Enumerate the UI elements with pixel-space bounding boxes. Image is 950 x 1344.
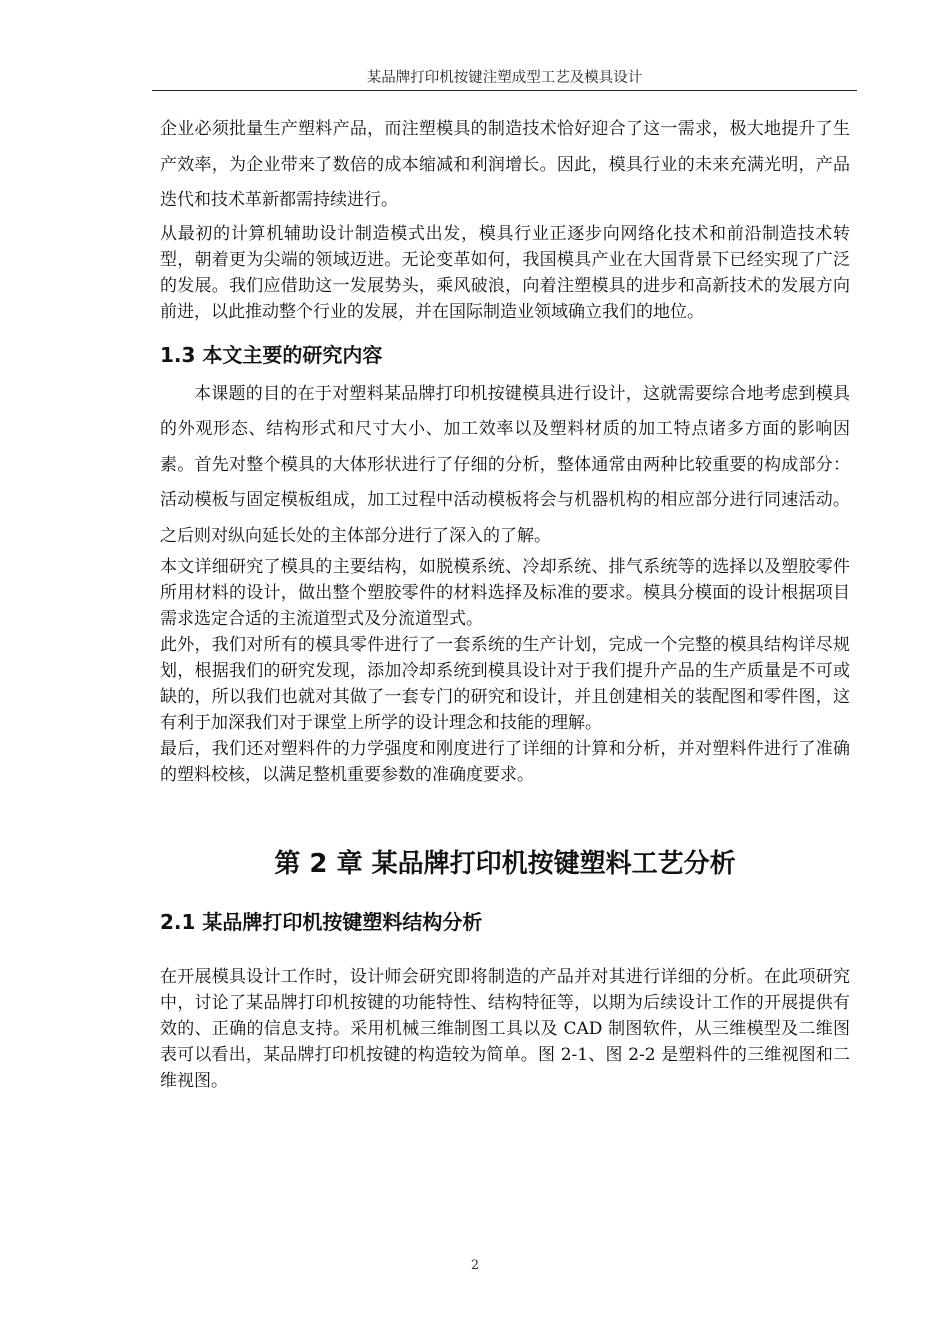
section-heading-2-1: 2.1 某品牌打印机按键塑料结构分析 xyxy=(160,910,483,934)
running-header: 某品牌打印机按键注塑成型工艺及模具设计 xyxy=(366,70,643,86)
page-number: 2 xyxy=(470,1258,480,1273)
chapter-heading-2: 第 2 章 某品牌打印机按键塑料工艺分析 xyxy=(274,849,736,879)
header-rule xyxy=(152,90,857,91)
paragraph-structure-study: 本文详细研究了模具的主要结构，如脱模系统、冷却系统、排气系统等的选择以及塑胶零件所用材料的设计，做出整个塑胶零件的材料选择及标准的要求。模具分模面的设计根据项目需求选定合适的主流道型式及分流道型式。 xyxy=(160,557,850,629)
paragraph-production-plan: 此外，我们对所有的模具零件进行了一套系统的生产计划，完成一个完整的模具结构详尽规划，根据我们的研究发现，添加冷却系统到模具设计对于我们提升产品的生产质量是不可或缺的，所以我们也就对其做了一套专门的研究和设计，并且创建相关的装配图和零件图，这有利于加深我们对于课堂上所学的设计理念和技能的理解。 xyxy=(160,635,850,733)
paragraph-continuation: 企业必须批量生产塑料产品，而注塑模具的制造技术恰好迎合了这一需求，极大地提升了生产效率，为企业带来了数倍的成本缩减和利润增长。因此，模具行业的未来充满光明，产品迭代和技术革新都需持续进行。 xyxy=(160,119,850,210)
main-content xyxy=(160,112,850,1094)
section-heading-1-3: 1.3 本文主要的研究内容 xyxy=(160,342,383,367)
paragraph-structure-analysis: 在开展模具设计工作时，设计师会研究即将制造的产品并对其进行详细的分析。在此项研究中，讨论了某品牌打印机按键的功能特性、结构特征等，以期为后续设计工作的开展提供有效的、正确的信息支持。采用机械三维制图工具以及 CAD 制图软件，从三维模型及二维图表可以看出，某品牌打印机按键的构造较为简单。图 2-1、图 2-2 是塑料件的三维视图和二维视图。 xyxy=(160,967,850,1091)
paragraph-research-purpose: 本课题的目的在于对塑料某品牌打印机按键模具进行设计，这就需要综合地考虑到模具的外观形态、结构形式和尺寸大小、加工效率以及塑料材质的加工特点诸多方面的影响因素。首先对整个模具的大体形状进行了仔细的分析，整体通常由两种比较重要的构成部分：活动模板与固定模板组成，加工过程中活动模板将会与机器机构的相应部分进行同速活动。之后则对纵向延长处的主体部分进行了深入的了解。 xyxy=(160,383,850,546)
paragraph-strength-analysis: 最后，我们还对塑料件的力学强度和刚度进行了详细的计算和分析，并对塑料件进行了准确的塑料校核，以满足整机重要参数的准确度要求。 xyxy=(160,739,850,785)
paragraph-industry-trend: 从最初的计算机辅助设计制造模式出发，模具行业正逐步向网络化技术和前沿制造技术转型，朝着更为尖端的领域迈进。无论变革如何，我国模具产业在大国背景下已经实现了广泛的发展。我们应借助这一发展势头，乘风破浪，向着注塑模具的进步和高新技术的发展方向前进，以此推动整个行业的发展，并在国际制造业领域确立我们的地位。 xyxy=(160,223,850,322)
